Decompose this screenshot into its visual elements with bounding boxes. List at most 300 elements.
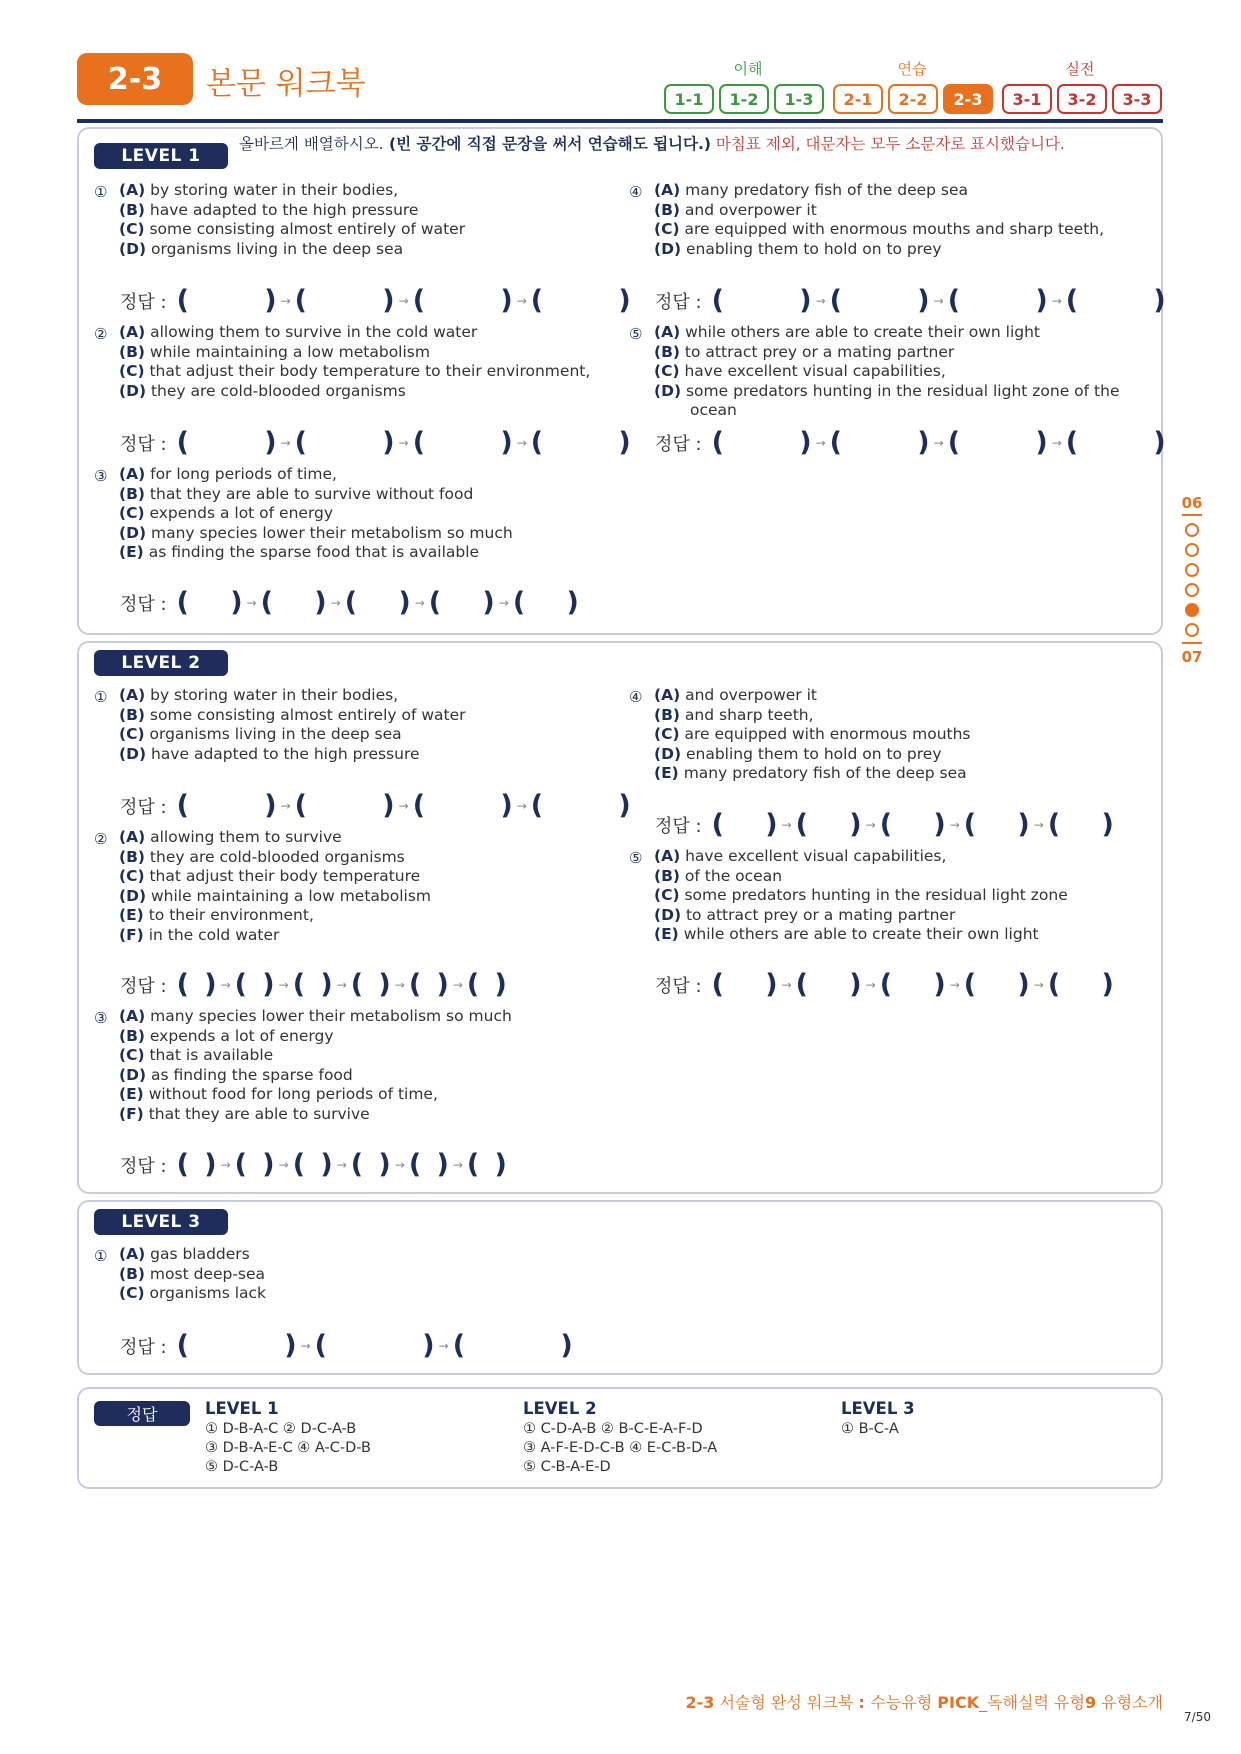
choice-text: they are cold-blooded organisms: [149, 847, 405, 866]
choice-label: (E): [119, 1085, 144, 1103]
arrow-icon: →: [516, 798, 527, 813]
choice-text: without food for long periods of time,: [148, 1085, 438, 1103]
question-number: ④: [629, 183, 643, 201]
choice-item: [119, 240, 465, 260]
answer-blank[interactable]: ( ): [530, 427, 631, 458]
answer-blank[interactable]: ( ): [711, 427, 812, 458]
choice-text: and overpower it: [684, 200, 817, 219]
choice-label: (B): [654, 200, 680, 219]
answer-label: 정답 :: [120, 433, 167, 455]
answer-blank[interactable]: ( ): [314, 1330, 435, 1361]
choice-label: (F): [119, 925, 144, 944]
answer-key-badge: 정답: [94, 1401, 190, 1426]
choice-label: (B): [119, 342, 145, 361]
choice-text: while maintaining a low metabolism: [149, 342, 430, 361]
arrow-icon: →: [280, 293, 291, 308]
section-badge: 2-3: [77, 53, 193, 105]
choice-label: (A): [119, 181, 146, 199]
question-number: ⑤: [629, 325, 643, 343]
choice-text: many predatory fish of the deep sea: [683, 764, 967, 782]
arrow-icon: →: [949, 977, 960, 992]
choice-label: (E): [654, 764, 679, 782]
choice-item: [119, 725, 466, 745]
answer-blank[interactable]: ( ): [176, 790, 277, 821]
answer-blank[interactable]: ( ): [350, 1149, 391, 1180]
arrow-icon: →: [246, 595, 257, 610]
answer-blank[interactable]: ( ): [963, 969, 1030, 1000]
answer-blank[interactable]: ( ): [711, 969, 778, 1000]
choice-label: (A): [654, 181, 681, 199]
choice-text: have adapted to the high pressure: [150, 744, 420, 763]
choice-label: (E): [119, 906, 144, 924]
choice-item: [119, 887, 431, 907]
choice-label: (A): [119, 465, 146, 483]
level1-instruction: [239, 133, 1139, 155]
footer-part: 유형소개: [1096, 1693, 1163, 1712]
choice-text: expends a lot of energy: [149, 1026, 334, 1045]
answer-blank[interactable]: ( ): [530, 285, 631, 316]
answer-blank[interactable]: ( ): [350, 969, 391, 1000]
choice-label: (B): [654, 705, 680, 724]
question: [94, 465, 513, 563]
question: [94, 1007, 512, 1124]
answer-blank[interactable]: ( ): [711, 285, 812, 316]
answer-row: [120, 969, 507, 1000]
arrow-icon: →: [1033, 817, 1044, 832]
choice-label: (A): [119, 323, 146, 341]
choice-text: gas bladders: [150, 1245, 250, 1263]
choice-text: have adapted to the high pressure: [149, 200, 419, 219]
arrow-icon: →: [438, 1338, 449, 1353]
arrow-icon: →: [933, 435, 944, 450]
answer-label: 정답 :: [120, 796, 167, 818]
choice-label: (C): [119, 220, 145, 238]
choice-text: for long periods of time,: [150, 465, 337, 483]
tab-1-2[interactable]: 1-2: [719, 84, 769, 114]
answer-blank[interactable]: ( ): [466, 1149, 507, 1180]
choice-item: [119, 524, 513, 544]
choice-label: (E): [654, 925, 679, 943]
choice-label: (A): [654, 323, 681, 341]
choice-item: [119, 1027, 512, 1047]
answer-blank[interactable]: ( ): [260, 587, 327, 618]
choice-item: [654, 240, 1104, 260]
answer-blank[interactable]: ( ): [294, 427, 395, 458]
tab-2-3[interactable]: 2-3: [943, 84, 993, 114]
tab-2-1[interactable]: 2-1: [833, 84, 883, 114]
answer-blank[interactable]: ( ): [176, 285, 277, 316]
choice-label: (D): [654, 905, 682, 924]
choice-item: [119, 926, 431, 946]
choice-item: [654, 343, 1120, 363]
choice-item: [119, 1007, 512, 1027]
answer-blank[interactable]: ( ): [1065, 285, 1166, 316]
choice-item: [119, 485, 513, 505]
choice-item: [654, 686, 971, 706]
answer-blank[interactable]: ( ): [176, 1149, 217, 1180]
arrow-icon: →: [949, 817, 960, 832]
answer-blank[interactable]: ( ): [512, 587, 579, 618]
answer-blank[interactable]: ( ): [530, 790, 631, 821]
choice-text: have excellent visual capabilities,: [684, 362, 946, 380]
group-label-understand: 이해: [733, 60, 763, 78]
side-index-dot: [1185, 563, 1199, 577]
level3-panel: [77, 1200, 1163, 1375]
choice-item: [119, 220, 465, 240]
choice-item: [119, 1066, 512, 1086]
answer-label: 정답 :: [120, 1155, 167, 1177]
choice-text: that adjust their body temperature: [149, 867, 421, 885]
answer-blank[interactable]: ( ): [795, 969, 862, 1000]
choice-item: [654, 925, 1068, 945]
answer-row: [120, 587, 579, 618]
footer-part: :: [858, 1693, 871, 1712]
choice-item: [119, 706, 466, 726]
answer-row: [120, 1330, 573, 1361]
choice-item: [119, 181, 465, 201]
choice-text: organisms living in the deep sea: [149, 725, 402, 743]
choice-label: (D): [119, 523, 147, 542]
answer-row: [655, 809, 1114, 840]
answer-label: 정답 :: [120, 291, 167, 313]
choice-item: [654, 867, 1068, 887]
answer-blank[interactable]: ( ): [963, 809, 1030, 840]
arrow-icon: →: [1051, 293, 1062, 308]
choice-text: some predators hunting in the residual light zone of the: [685, 381, 1120, 400]
answer-blank[interactable]: ( ): [292, 1149, 333, 1180]
answer-key-line: ⑤ D-C-A-B: [205, 1459, 279, 1475]
choice-item: [119, 1265, 266, 1285]
arrow-icon: →: [280, 435, 291, 450]
choice-label: (A): [654, 686, 681, 704]
side-index-top: 06: [1181, 494, 1203, 512]
question: [94, 181, 465, 259]
choice-item: [119, 382, 590, 402]
choice-item: [119, 1105, 512, 1125]
answer-row: [120, 1149, 507, 1180]
answer-blank[interactable]: ( ): [711, 809, 778, 840]
answer-key-line: ① B-C-A: [841, 1421, 899, 1437]
side-index-rule: [1182, 514, 1202, 516]
choice-text: that they are able to survive: [148, 1104, 370, 1123]
choice-item: [654, 382, 1120, 402]
choice-label: (B): [654, 866, 680, 885]
answer-label: 정답 :: [120, 593, 167, 615]
choice-label: (A): [119, 828, 146, 846]
choice-text: organisms lack: [149, 1284, 267, 1302]
answer-blank[interactable]: ( ): [234, 969, 275, 1000]
answer-key-level2: [523, 1399, 717, 1477]
answer-key-title: LEVEL 3: [841, 1399, 915, 1418]
answer-blank[interactable]: ( ): [176, 427, 277, 458]
answer-row: [120, 285, 631, 316]
choice-label: (B): [119, 705, 145, 724]
answer-blank[interactable]: ( ): [466, 969, 507, 1000]
choice-text: most deep-sea: [149, 1264, 266, 1283]
answer-blank[interactable]: ( ): [294, 790, 395, 821]
answer-row: [655, 969, 1114, 1000]
arrow-icon: →: [498, 595, 509, 610]
answer-blank[interactable]: ( ): [344, 587, 411, 618]
answer-key-line: ③ A-F-E-D-C-B ④ E-C-B-D-A: [523, 1440, 718, 1456]
answer-key-panel: [77, 1387, 1163, 1489]
choice-text: to attract prey or a mating partner: [684, 342, 955, 361]
arrow-icon: →: [220, 1157, 231, 1172]
answer-key-level1: [205, 1399, 371, 1477]
choice-text: enabling them to hold on to prey: [685, 744, 942, 763]
answer-label: 정답 :: [120, 1336, 167, 1358]
arrow-icon: →: [278, 1157, 289, 1172]
arrow-icon: →: [394, 1157, 405, 1172]
choice-label: (C): [654, 362, 680, 380]
answer-blank[interactable]: ( ): [1065, 427, 1166, 458]
arrow-icon: →: [336, 1157, 347, 1172]
choice-text: by storing water in their bodies,: [150, 181, 399, 199]
choice-item: [654, 220, 1104, 240]
tab-group-real: [1002, 84, 1162, 114]
side-index-dot-active: [1185, 603, 1199, 617]
choice-label: (A): [119, 1007, 146, 1025]
side-index-bottom: 07: [1181, 648, 1203, 666]
choice-label: (C): [119, 725, 145, 743]
choice-text: that adjust their body temperature to their environment,: [149, 362, 591, 380]
question: [629, 686, 971, 784]
tab-group-practice: [833, 84, 993, 114]
answer-row: [120, 790, 631, 821]
arrow-icon: →: [865, 817, 876, 832]
choice-item: [119, 323, 590, 343]
arrow-icon: →: [398, 293, 409, 308]
choice-label: (D): [119, 886, 147, 905]
choice-item: [119, 1046, 512, 1066]
question-number: ③: [94, 467, 108, 485]
answer-blank[interactable]: ( ): [1047, 809, 1114, 840]
choice-text: organisms living in the deep sea: [150, 239, 404, 258]
question: [629, 847, 1068, 945]
answer-row: [120, 427, 631, 458]
page-number: 7/50: [1184, 1710, 1211, 1724]
answer-blank[interactable]: ( ): [452, 1330, 573, 1361]
choice-label: (D): [119, 239, 147, 258]
question-number: ①: [94, 688, 108, 706]
choice-item: [119, 848, 431, 868]
choice-item: [654, 362, 1120, 382]
choice-label: (C): [119, 504, 145, 522]
choice-item: [119, 465, 513, 485]
tab-1-1[interactable]: 1-1: [664, 84, 714, 114]
choice-item: [119, 343, 590, 363]
side-index-dot: [1185, 543, 1199, 557]
answer-blank[interactable]: ( ): [176, 969, 217, 1000]
arrow-icon: →: [933, 293, 944, 308]
choice-item: [119, 906, 431, 926]
choice-label: (C): [654, 725, 680, 743]
question: [629, 181, 1104, 259]
arrow-icon: →: [280, 798, 291, 813]
choice-text: allowing them to survive in the cold water: [150, 323, 478, 341]
choice-label: (B): [119, 847, 145, 866]
choice-label: (D): [654, 744, 682, 763]
choice-text: to attract prey or a mating partner: [685, 905, 956, 924]
arrow-icon: →: [1051, 435, 1062, 450]
side-index: [1178, 494, 1206, 666]
question: [94, 323, 590, 401]
choice-text: and overpower it: [685, 686, 817, 704]
tab-1-3[interactable]: 1-3: [774, 84, 824, 114]
choice-label: (E): [119, 543, 144, 561]
choice-label: (C): [119, 362, 145, 380]
answer-blank[interactable]: ( ): [829, 285, 930, 316]
choice-item: [654, 725, 971, 745]
answer-row: [655, 427, 1166, 458]
choice-item: [119, 504, 513, 524]
tab-3-2[interactable]: 3-2: [1057, 84, 1107, 114]
question-number: ①: [94, 1247, 108, 1265]
answer-row: [655, 285, 1166, 316]
choice-label: (A): [119, 1245, 146, 1263]
choice-item: [654, 906, 1068, 926]
arrow-icon: →: [815, 435, 826, 450]
answer-blank[interactable]: ( ): [408, 969, 449, 1000]
footer-part: PICK: [937, 1693, 980, 1712]
answer-key-title: LEVEL 2: [523, 1399, 597, 1418]
choice-item: [119, 867, 431, 887]
answer-blank[interactable]: ( ): [408, 1149, 449, 1180]
tab-group-understand: [664, 84, 824, 114]
choice-item: [119, 1085, 512, 1105]
choice-text-continued: ocean: [690, 401, 737, 419]
side-index-rule: [1182, 642, 1202, 644]
choice-label: (A): [119, 686, 146, 704]
choice-text: allowing them to survive: [150, 828, 342, 846]
answer-key-title: LEVEL 1: [205, 1399, 279, 1418]
arrow-icon: →: [300, 1338, 311, 1353]
choice-label: (B): [654, 342, 680, 361]
answer-blank[interactable]: ( ): [234, 1149, 275, 1180]
choice-text: enabling them to hold on to prey: [685, 239, 942, 258]
choice-text: that they are able to survive without food: [149, 484, 474, 503]
side-index-dot: [1185, 523, 1199, 537]
answer-blank[interactable]: ( ): [879, 809, 946, 840]
tab-2-2[interactable]: 2-2: [888, 84, 938, 114]
choice-item: [119, 745, 466, 765]
choice-text: expends a lot of energy: [149, 504, 334, 522]
tab-3-3[interactable]: 3-3: [1112, 84, 1162, 114]
footer-part: 수능유형: [870, 1693, 938, 1712]
choice-text: in the cold water: [148, 925, 280, 944]
choice-text: that is available: [149, 1046, 274, 1064]
level3-badge: LEVEL 3: [94, 1209, 228, 1235]
arrow-icon: →: [815, 293, 826, 308]
choice-label: (D): [119, 1065, 147, 1084]
choice-label: (C): [119, 867, 145, 885]
choice-item: [654, 323, 1120, 343]
choice-label: (D): [119, 744, 147, 763]
answer-blank[interactable]: ( ): [947, 427, 1048, 458]
arrow-icon: →: [516, 293, 527, 308]
choice-text: to their environment,: [148, 906, 314, 924]
tab-3-1[interactable]: 3-1: [1002, 84, 1052, 114]
choice-item: [119, 686, 466, 706]
answer-blank[interactable]: ( ): [294, 285, 395, 316]
choice-label: (C): [654, 220, 680, 238]
choice-label: (C): [119, 1046, 145, 1064]
arrow-icon: →: [865, 977, 876, 992]
instruction-note: 마침표 제외, 대문자는 모두 소문자로 표시했습니다.: [710, 135, 1065, 153]
answer-blank[interactable]: ( ): [176, 1330, 297, 1361]
choice-label: (C): [119, 1284, 145, 1302]
answer-label: 정답 :: [655, 433, 702, 455]
answer-key-line: ① C-D-A-B ② B-C-E-A-F-D: [523, 1421, 703, 1437]
level2-badge: LEVEL 2: [94, 650, 228, 676]
answer-label: 정답 :: [655, 815, 702, 837]
answer-blank[interactable]: ( ): [176, 587, 243, 618]
question: [94, 828, 431, 945]
arrow-icon: →: [220, 977, 231, 992]
choice-label: (F): [119, 1104, 144, 1123]
answer-blank[interactable]: ( ): [428, 587, 495, 618]
choice-label: (B): [119, 1264, 145, 1283]
choice-text: some consisting almost entirely of water: [149, 220, 466, 238]
answer-blank[interactable]: ( ): [879, 969, 946, 1000]
header-divider: [77, 119, 1163, 123]
choice-label: (A): [654, 847, 681, 865]
answer-blank[interactable]: ( ): [412, 427, 513, 458]
answer-label: 정답 :: [655, 291, 702, 313]
choice-text: as finding the sparse food that is available: [148, 543, 480, 561]
choice-item: [119, 201, 465, 221]
choice-text: some predators hunting in the residual light zone: [684, 886, 1068, 904]
arrow-icon: →: [781, 977, 792, 992]
question-number: ③: [94, 1009, 108, 1027]
question-number: ②: [94, 830, 108, 848]
answer-blank[interactable]: ( ): [795, 809, 862, 840]
choice-label: (B): [119, 1026, 145, 1045]
choice-text: as finding the sparse food: [150, 1065, 353, 1084]
answer-blank[interactable]: ( ): [947, 285, 1048, 316]
answer-blank[interactable]: ( ): [412, 790, 513, 821]
choice-text: by storing water in their bodies,: [150, 686, 399, 704]
choice-item: [654, 181, 1104, 201]
answer-blank[interactable]: ( ): [292, 969, 333, 1000]
answer-blank[interactable]: ( ): [829, 427, 930, 458]
choice-text: many species lower their metabolism so much: [150, 523, 513, 542]
arrow-icon: →: [452, 977, 463, 992]
level1-panel: [77, 127, 1166, 635]
instruction-main: 올바르게 배열하시오.: [239, 135, 384, 153]
level1-badge: LEVEL 1: [94, 143, 228, 169]
answer-blank[interactable]: ( ): [412, 285, 513, 316]
choice-text: are equipped with enormous mouths: [684, 725, 971, 743]
choice-item: [119, 543, 513, 563]
choice-item: [654, 764, 971, 784]
question: [94, 1245, 266, 1304]
choice-text: of the ocean: [684, 866, 783, 885]
answer-label: 정답 :: [655, 975, 702, 997]
side-index-dot: [1185, 623, 1199, 637]
choice-label: (D): [119, 381, 147, 400]
arrow-icon: →: [398, 435, 409, 450]
question-number: ①: [94, 183, 108, 201]
arrow-icon: →: [516, 435, 527, 450]
group-label-practice: 연습: [897, 60, 927, 78]
arrow-icon: →: [781, 817, 792, 832]
choice-text: while maintaining a low metabolism: [150, 886, 432, 905]
choice-label: (D): [654, 239, 682, 258]
group-label-real: 실전: [1065, 60, 1095, 78]
answer-blank[interactable]: ( ): [1047, 969, 1114, 1000]
answer-key-level3: [841, 1399, 915, 1439]
